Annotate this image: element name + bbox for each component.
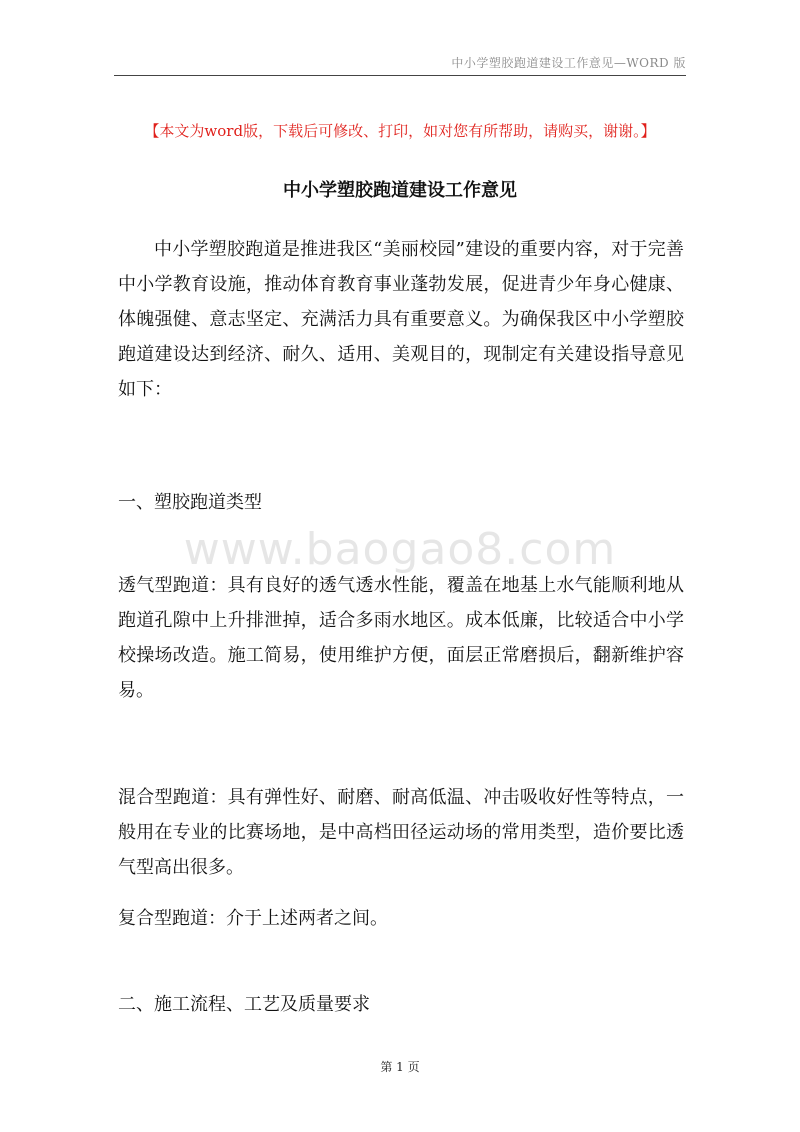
- permeable-track-paragraph: 透气型跑道：具有良好的透气透水性能，覆盖在地基上水气能顺利地从跑道孔隙中上升排泄掉，适合多雨水地区。成本低廉，比较适合中小学校操场改造。施工简易，使用维护方便，面层正常磨损后，翻新维护容易。: [118, 575, 684, 701]
- intro-paragraph: 中小学塑胶跑道是推进我区“美丽校园”建设的重要内容，对于完善中小学教育设施，推动体育教育事业蓬勃发展，促进青少年身心健康、体魄强健、意志坚定、充满活力具有重要意义。为确保我区中小学塑胶跑道建设达到经济、耐久、适用、美观目的，现制定有关建设指导意见如下：: [118, 239, 684, 400]
- watermark: www.baogao8.com: [183, 524, 617, 575]
- hybrid-track-paragraph: 混合型跑道：具有弹性好、耐磨、耐高低温、冲击吸收好性等特点，一般用在专业的比赛场地，是中高档田径运动场的常用类型，造价要比透气型高出很多。: [118, 787, 684, 878]
- composite-track-paragraph: 复合型跑道：介于上述两者之间。: [118, 908, 388, 929]
- download-notice: 【本文为word版，下载后可修改、打印，如对您有所帮助，请购买，谢谢。】: [144, 122, 656, 140]
- page-number: 第 1 页: [380, 1060, 420, 1074]
- header-divider: [114, 75, 686, 76]
- document-title: 中小学塑胶跑道建设工作意见: [283, 180, 517, 201]
- running-header: 中小学塑胶跑道建设工作意见—WORD 版: [451, 56, 686, 70]
- section-2-heading: 二、施工流程、工艺及质量要求: [118, 994, 370, 1015]
- section-1-heading: 一、塑胶跑道类型: [118, 492, 262, 513]
